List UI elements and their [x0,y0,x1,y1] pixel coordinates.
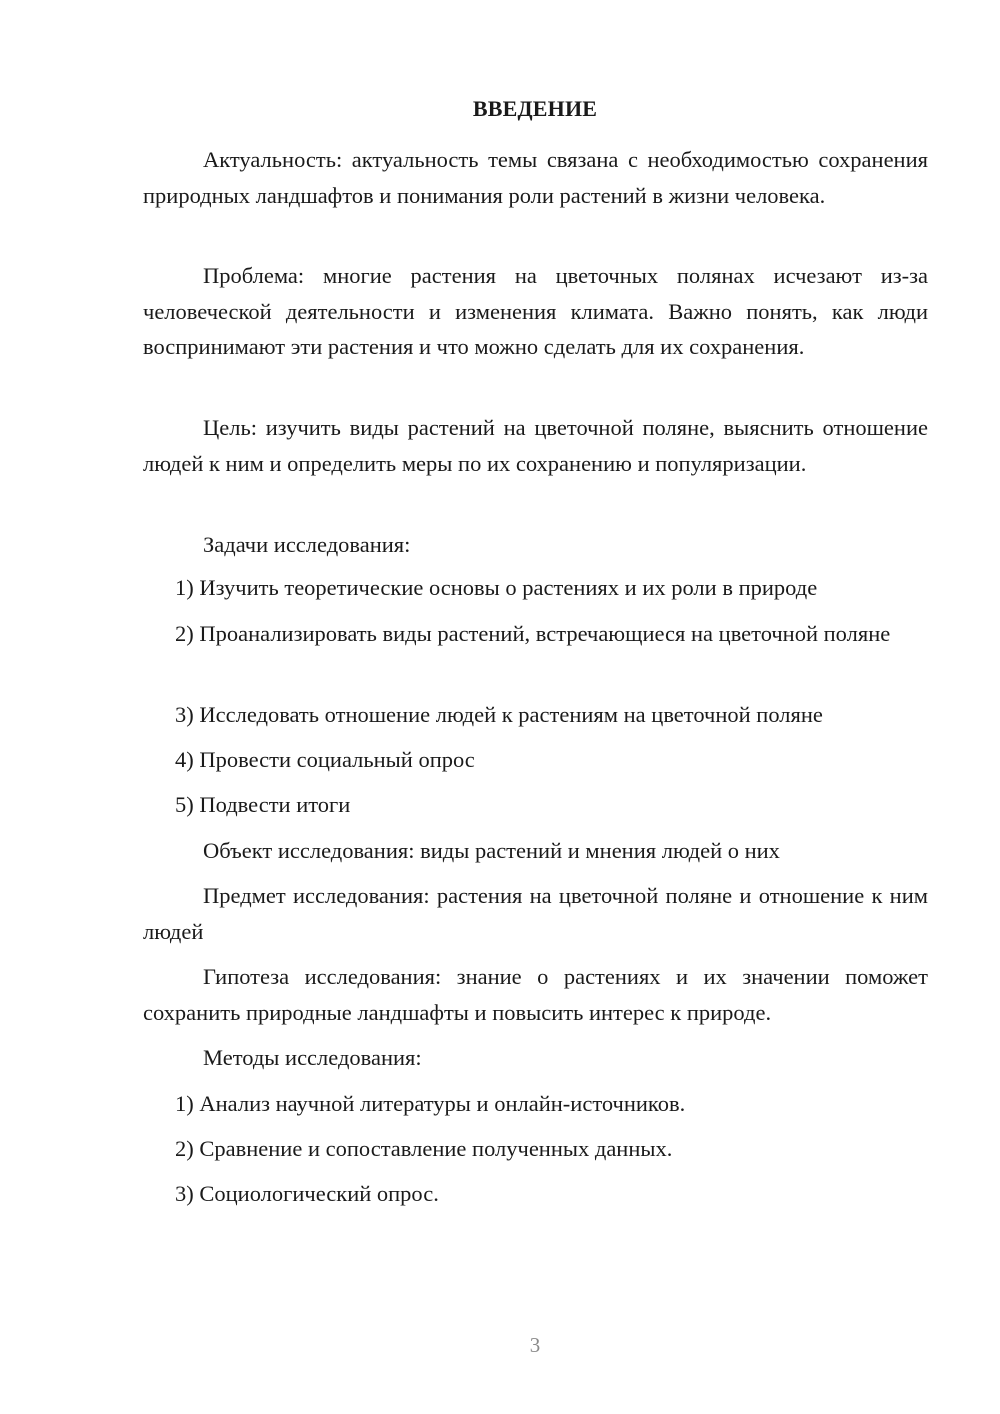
hypothesis-paragraph: Гипотеза исследования: знание о растениях и их значении поможет сохранить природные ландшафты и повысить интерес к природе. [143,964,928,1025]
page-number: 3 [529,1333,541,1357]
goal-paragraph: Цель: изучить виды растений на цветочной поляне, выяснить отношение людей к ним и определить меры по их сохранению и популяризации. [143,415,928,476]
problem-paragraph: Проблема: многие растения на цветочных полянах исчезают из-за человеческой деятельности и изменения климата. Важно понять, как люди воспринимают эти растения и что можно сделать для их сохранения. [143,263,928,359]
method-item-3: 3) Социологический опрос. [175,1181,439,1206]
relevance-paragraph: Актуальность: актуальность темы связана с необходимостью сохранения природных ландшафтов и понимания роли растений в жизни человека. [143,147,928,208]
object-paragraph: Объект исследования: виды растений и мнения людей о них [203,838,780,863]
section-heading: ВВЕДЕНИЕ [472,96,598,121]
task-item-2: 2) Проанализировать виды растений, встречающиеся на цветочной поляне [175,621,891,646]
task-item-5: 5) Подвести итоги [175,792,351,817]
task-item-1: 1) Изучить теоретические основы о растениях и их роли в природе [175,575,818,600]
task-item-3: 3) Исследовать отношение людей к растениям на цветочной поляне [175,702,823,727]
method-item-1: 1) Анализ научной литературы и онлайн-источников. [175,1091,686,1116]
method-item-2: 2) Сравнение и сопоставление полученных данных. [175,1136,673,1161]
subject-paragraph: Предмет исследования: растения на цветочной поляне и отношение к ним людей [143,883,928,944]
methods-label: Методы исследования: [203,1045,422,1070]
tasks-label: Задачи исследования: [203,532,411,557]
task-item-4: 4) Провести социальный опрос [175,747,475,772]
